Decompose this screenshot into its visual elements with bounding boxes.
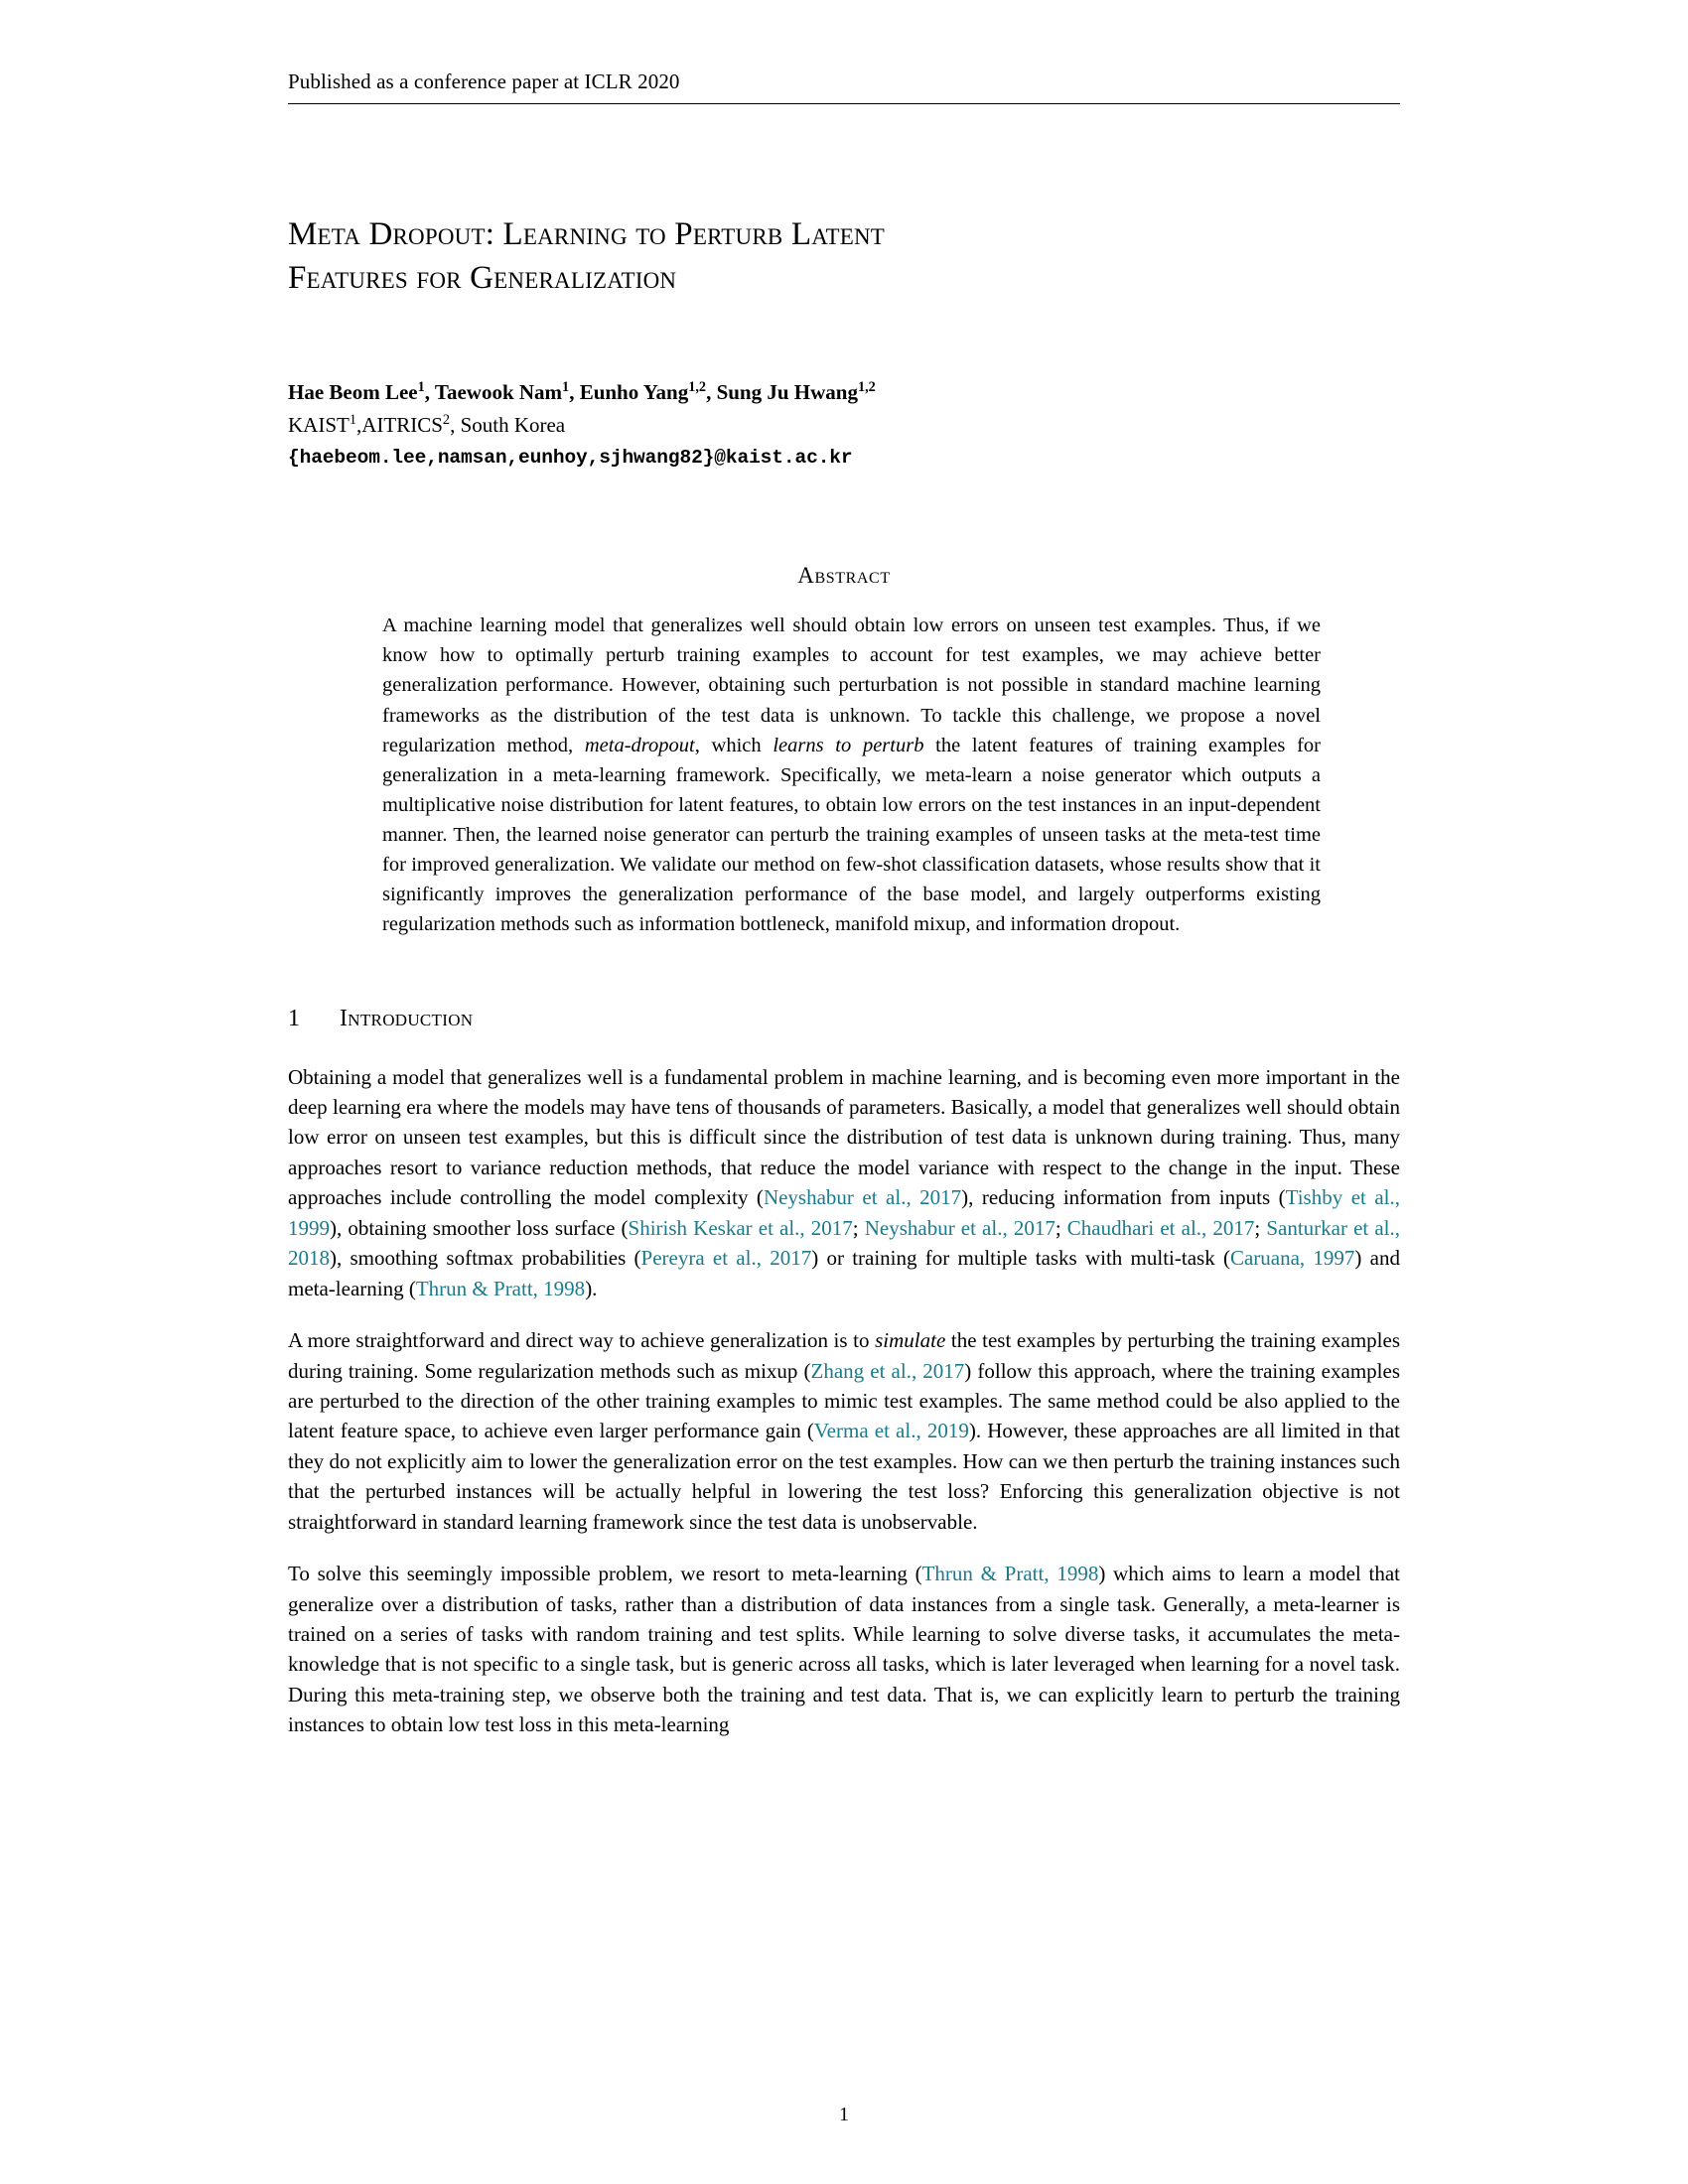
citation-tishby-1999[interactable]: Tishby et al., 1999	[288, 1185, 1400, 1240]
title-line-1: Meta Dropout: Learning to Perturb Latent	[288, 216, 886, 252]
citation-pereyra-2017[interactable]: Pereyra et al., 2017	[640, 1246, 812, 1271]
para1-text-1: Obtaining a model that generalizes well is a fundamental problem in machine learning, and is becoming even more important in the deep learning era where the models may have tens of thousands of parameters. Basically, a model that generalizes well should obtain low error on unseen test examples, but this is difficult since the distribution of test data is unknown during training. Thus, many approaches resort to variance reduction methods, that reduce the model variance with respect to the change in the input. These approaches include controlling the model complexity (	[288, 1064, 1400, 1210]
para1-text-10: ).	[585, 1276, 598, 1300]
para2-text-4: ). However, these approaches are all limited in that they do not explicitly aim to lower the generalization error on the test examples. How can we then perturb the training instances such that the perturbed instances will be actually helpful in lowering the test loss? Enforcing this generalization objective is not straightforward in standard learning framework since the test data is unobservable.	[288, 1419, 1400, 1534]
title-line-2: Features for Generalization	[288, 259, 677, 296]
para1-text-8: ) or training for multiple tasks with multi-task (	[811, 1246, 1230, 1271]
author-1: Hae Beom Lee	[288, 380, 418, 405]
para2-text-2: the test examples by perturbing the training examples during training. Some regularization methods such as mixup (	[288, 1328, 1400, 1383]
abstract-text-2: , which	[694, 734, 774, 756]
section-number: 1	[288, 1005, 301, 1031]
para3-text-1: To solve this seemingly impossible problem, we resort to meta-learning (	[288, 1562, 922, 1586]
citation-neyshabur-2017-b[interactable]: Neyshabur et al., 2017	[864, 1215, 1055, 1240]
author-2-affil-marker: 1	[562, 379, 570, 396]
citation-caruana-1997[interactable]: Caruana, 1997	[1229, 1246, 1355, 1271]
abstract-emph-2: learns to perturb	[773, 734, 924, 756]
affiliation-1-marker: 1	[349, 411, 356, 428]
affiliation-country: , South Korea	[450, 412, 566, 437]
para1-text-3: ), obtaining smoother loss surface (	[330, 1215, 629, 1240]
para1-text-5: ;	[1055, 1215, 1067, 1240]
author-2: , Taewook Nam	[424, 380, 563, 405]
para1-text-7: ), smoothing softmax probabilities (	[330, 1246, 641, 1271]
citation-shirish-keskar-2017[interactable]: Shirish Keskar et al., 2017	[628, 1215, 853, 1240]
section-heading-introduction	[288, 1006, 1400, 1032]
citation-zhang-2017[interactable]: Zhang et al., 2017	[810, 1358, 965, 1383]
affiliation-2-marker: 2	[442, 411, 451, 428]
paragraph-2	[288, 1325, 1400, 1537]
author-emails: {haebeom.lee,namsan,eunhoy,sjhwang82}@kaist.ac.kr	[288, 446, 853, 469]
paragraph-3	[288, 1559, 1400, 1740]
para2-text-3: ) follow this approach, where the training examples are perturbed to the direction of the other training examples to mimic test examples. The same method could be also applied to the latent feature space, to achieve even larger performance gain (	[288, 1358, 1400, 1443]
citation-santurkar-2018[interactable]: Santurkar et al., 2018	[288, 1215, 1401, 1271]
para3-text-2: ) which aims to learn a model that generalize over a distribution of tasks, rather than a distribution of data instances from a single task. Generally, a meta-learner is trained on a series of tasks with random training and test splits. While learning to solve diverse tasks, it accumulates the meta-knowledge that is not specific to a single task, but is generic across all tasks, which is later leveraged when learning for a novel task. During this meta-training step, we observe both the training and test data. That is, we can explicitly learn to perturb the training instances to obtain low test loss in this meta-learning	[288, 1562, 1400, 1737]
para1-text-4: ;	[852, 1215, 865, 1240]
para1-text-9: ) and meta-learning (	[288, 1246, 1400, 1300]
page-number: 1	[839, 2104, 849, 2125]
citation-chaudhari-2017[interactable]: Chaudhari et al., 2017	[1066, 1215, 1255, 1240]
paragraph-1	[288, 1062, 1400, 1304]
author-3: , Eunho Yang	[569, 380, 689, 405]
para2-text-1: A more straightforward and direct way to achieve generalization is to	[288, 1328, 876, 1353]
affiliation-1: KAIST	[288, 412, 350, 437]
abstract-text-1: A machine learning model that generalizes well should obtain low errors on unseen test examples. Thus, if we know how to optimally perturb training examples to account for test examples, we may achieve better generalization performance. However, obtaining such perturbation is not possible in standard machine learning frameworks as the distribution of the test data is unknown. To tackle this challenge, we propose a novel regularization method,	[382, 614, 1321, 756]
abstract-body	[382, 611, 1321, 939]
para2-emph-1: simulate	[875, 1328, 946, 1353]
section-title: Introduction	[340, 1005, 474, 1031]
abstract-emph-1: meta-dropout	[584, 734, 695, 756]
citation-thrun-pratt-1998[interactable]: Thrun & Pratt, 1998	[415, 1276, 586, 1300]
para1-text-2: ), reducing information from inputs (	[961, 1185, 1286, 1210]
author-1-affil-marker: 1	[417, 379, 425, 396]
running-header: Published as a conference paper at ICLR 2020	[288, 69, 1400, 104]
citation-thrun-pratt-1998-b[interactable]: Thrun & Pratt, 1998	[921, 1562, 1099, 1586]
citation-verma-2019[interactable]: Verma et al., 2019	[813, 1419, 969, 1443]
affiliation-line	[288, 410, 1400, 440]
abstract-heading: Abstract	[797, 563, 891, 589]
author-4: , Sung Ju Hwang	[706, 380, 858, 405]
abstract-text-3: the latent features of training examples for generalization in a meta-learning framework. Specifically, we meta-learn a noise generator which outputs a multiplicative noise distribution for latent features, to obtain low errors on the test instances in an input-dependent manner. Then, the learned noise generator can perturb the training examples of unseen tasks at the meta-test time for improved generalization. We validate our method on few-shot classification datasets, whose results show that it significantly improves the generalization performance of the base model, and largely outperforms existing regularization methods such as information bottleneck, manifold mixup, and information dropout.	[382, 734, 1321, 936]
author-4-affil-marker: 1,2	[857, 379, 876, 396]
page-title	[288, 213, 1400, 300]
affiliation-2: ,AITRICS	[355, 412, 443, 437]
para1-text-6: ;	[1254, 1215, 1267, 1240]
citation-neyshabur-2017[interactable]: Neyshabur et al., 2017	[763, 1185, 962, 1210]
author-3-affil-marker: 1,2	[688, 379, 707, 396]
author-list	[288, 377, 1400, 472]
